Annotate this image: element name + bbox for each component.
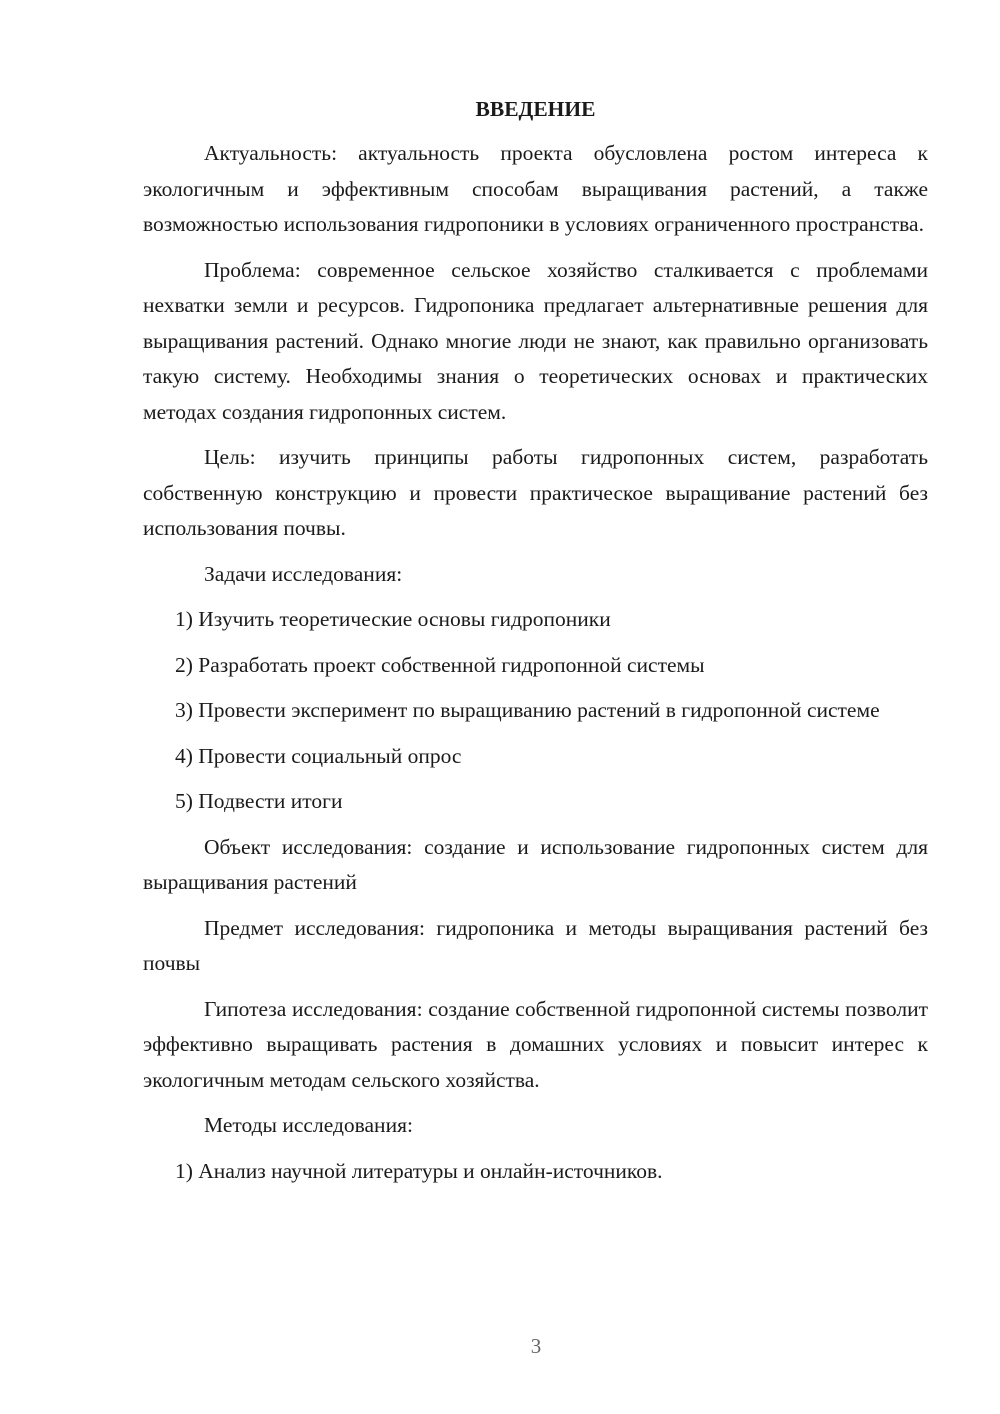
task-item: 5) Подвести итоги [175,789,343,813]
task-item: 2) Разработать проект собственной гидропонной системы [175,652,705,677]
tasks-label: Задачи исследования: [204,561,403,586]
relevance-paragraph: Актуальность: актуальность проекта обусловлена ростом интереса к экологичным и эффективным способам выращивания растений, а также возможностью использования гидропоники в условиях ограниченного пространства. [143,141,928,236]
goal-paragraph: Цель: изучить принципы работы гидропонных систем, разработать собственную конструкцию и провести практическое выращивание растений без использования почвы. [143,445,928,540]
task-item: 3) Провести эксперимент по выращиванию растений в гидропонной системе [175,698,880,722]
methods-label: Методы исследования: [204,1113,413,1137]
method-item: 1) Анализ научной литературы и онлайн-источников. [175,1158,663,1183]
task-item: 1) Изучить теоретические основы гидропоники [175,607,611,631]
document-heading: ВВЕДЕНИЕ [475,97,596,121]
task-item: 4) Провести социальный опрос [175,743,462,768]
page-number: 3 [530,1334,542,1358]
problem-paragraph: Проблема: современное сельское хозяйство сталкивается с проблемами нехватки земли и ресурсов. Гидропоника предлагает альтернативные решения для выращивания растений. Однако многие люди не знают, как правильно организовать такую систему. Необходимы знания о теоретических основах и практических методах создания гидропонных систем. [143,257,928,424]
object-paragraph: Объект исследования: создание и использование гидропонных систем для выращивания растений [143,834,928,894]
document-body [143,92,928,1199]
hypothesis-paragraph: Гипотеза исследования: создание собственной гидропонной системы позволит эффективно выращивать растения в домашних условиях и повысит интерес к экологичным методам сельского хозяйства. [143,996,928,1092]
subject-paragraph: Предмет исследования: гидропоника и методы выращивания растений без почвы [143,915,928,975]
